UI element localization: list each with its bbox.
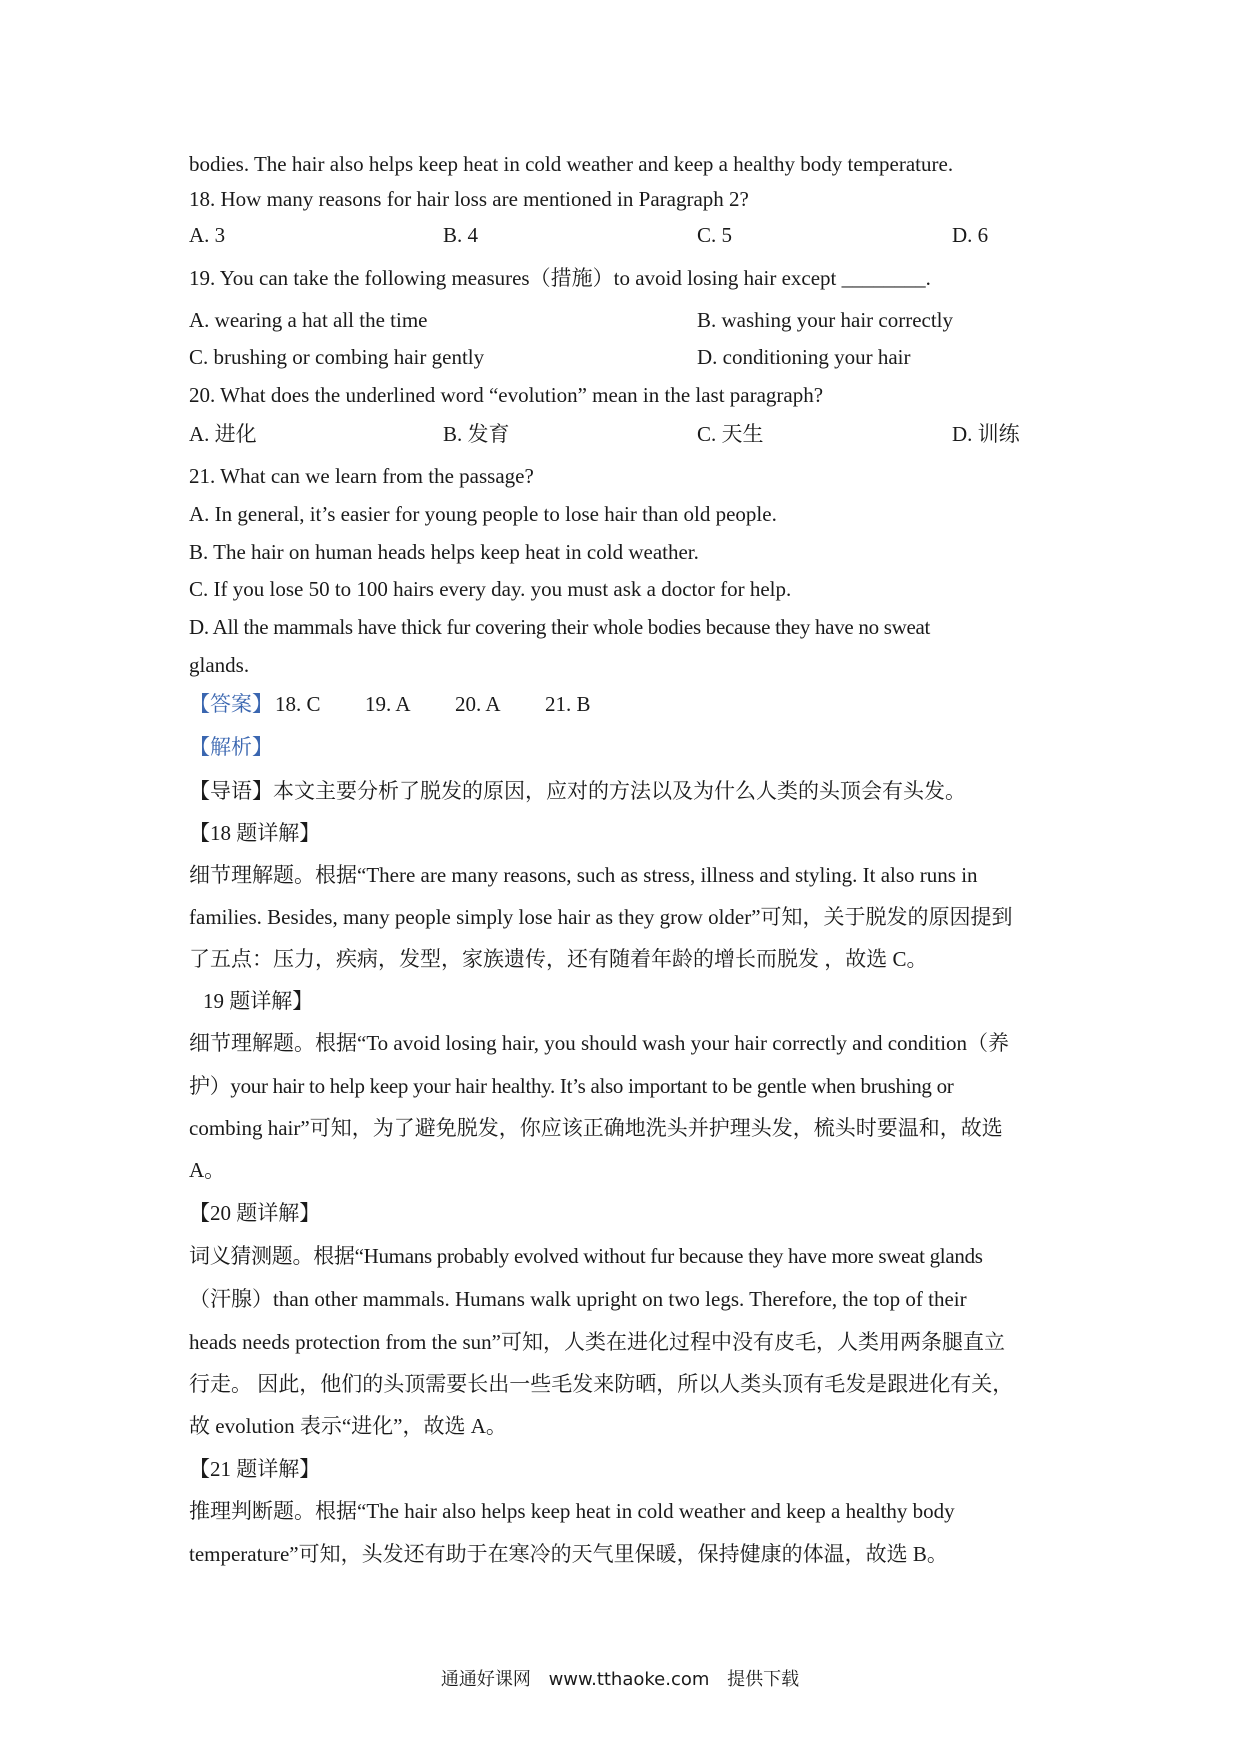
explain-19-line1: 细节理解题。根据“To avoid losing hair, you should wash your hair correctly and condition（养 <box>189 1031 1010 1055</box>
option-a: A. 进化 <box>189 422 257 446</box>
explain-18-line3: 了五点：压力，疾病，发型，家族遗传，还有随着年龄的增长而脱发 ，故选 C。 <box>189 947 928 971</box>
question-18: 18. How many reasons for hair loss are mentioned in Paragraph 2? <box>189 187 749 211</box>
footer-site-name: 通通好课网 <box>440 1669 531 1690</box>
option-c: C. 天生 <box>697 422 764 446</box>
explain-19-line2: 护）your hair to help keep your hair healthy. It’s also important to be gentle when brushing or <box>189 1074 954 1098</box>
explain-20-line2: （汗腺）than other mammals. Humans walk upright on two legs. Therefore, the top of their <box>189 1287 967 1311</box>
option-b: B. washing your hair correctly <box>697 308 954 332</box>
answer-label: 【答案】 <box>189 692 273 716</box>
explain-18-line1: 细节理解题。根据“There are many reasons, such as stress, illness and styling. It also runs in <box>189 863 978 887</box>
explain-20-line5: 故 evolution 表示“进化”，故选 A。 <box>189 1414 507 1438</box>
option-d: D. 训练 <box>952 422 1020 446</box>
question-21: 21. What can we learn from the passage? <box>189 464 534 488</box>
question-21-option-c: C. If you lose 50 to 100 hairs every day. you must ask a doctor for help. <box>189 577 792 601</box>
question-21-option-a: A. In general, it’s easier for young people to lose hair than old people. <box>189 502 777 526</box>
question-21-option-b: B. The hair on human heads helps keep heat in cold weather. <box>189 540 699 564</box>
question-20: 20. What does the underlined word “evolution” mean in the last paragraph? <box>189 383 824 407</box>
option-c: C. brushing or combing hair gently <box>189 345 485 369</box>
option-b: B. 4 <box>443 223 479 247</box>
analysis-label: 【解析】 <box>189 735 273 759</box>
page-footer <box>0 1667 1240 1693</box>
option-b: B. 发育 <box>443 422 510 446</box>
answer-20: 20. A <box>455 692 501 716</box>
explain-20-line3: heads needs protection from the sun”可知，人类在进化过程中没有皮毛，人类用两条腿直立 <box>189 1330 1005 1354</box>
footer-url[interactable]: www.tthaoke.com <box>548 1669 710 1690</box>
passage-last-line: bodies. The hair also helps keep heat in cold weather and keep a healthy body temperature. <box>189 152 954 176</box>
option-c: C. 5 <box>697 223 733 247</box>
option-d: D. conditioning your hair <box>697 345 911 369</box>
explain-19-line3: combing hair”可知，为了避免脱发，你应该正确地洗头并护理头发，梳头时要温和，故选 <box>189 1116 1003 1140</box>
explain-20-line4: 行走。 因此，他们的头顶需要长出一些毛发来防晒，所以人类头顶有毛发是跟进化有关， <box>189 1372 1014 1396</box>
explain-21-line2: temperature”可知，头发还有助于在寒冷的天气里保暖，保持健康的体温，故选 B。 <box>189 1542 948 1566</box>
heading-21: 【21 题详解】 <box>189 1457 321 1481</box>
heading-20: 【20 题详解】 <box>189 1201 321 1225</box>
question-21-option-d: D. All the mammals have thick fur covering their whole bodies because they have no sweat <box>189 615 931 639</box>
answer-21: 21. B <box>545 692 591 716</box>
option-a: A. wearing a hat all the time <box>189 308 428 332</box>
question-21-option-d-cont: glands. <box>189 653 250 677</box>
heading-18: 【18 题详解】 <box>189 821 321 845</box>
heading-19: 19 题详解】 <box>203 989 314 1013</box>
explain-18-line2: families. Besides, many people simply lose hair as they grow older”可知，关于脱发的原因提到 <box>189 905 1013 929</box>
option-a: A. 3 <box>189 223 226 247</box>
footer-note: 提供下载 <box>727 1669 800 1690</box>
explain-19-line4: A。 <box>189 1158 226 1182</box>
question-19: 19. You can take the following measures（措施）to avoid losing hair except ________. <box>189 266 931 290</box>
explain-20-line1: 词义猜测题。根据“Humans probably evolved without fur because they have more sweat glands <box>189 1244 983 1268</box>
answer-18: 18. C <box>275 692 321 716</box>
answer-19: 19. A <box>365 692 411 716</box>
option-d: D. 6 <box>952 223 989 247</box>
explain-21-line1: 推理判断题。根据“The hair also helps keep heat in cold weather and keep a healthy body <box>189 1499 955 1523</box>
intro-summary: 【导语】本文主要分析了脱发的原因，应对的方法以及为什么人类的头顶会有头发。 <box>189 779 966 803</box>
